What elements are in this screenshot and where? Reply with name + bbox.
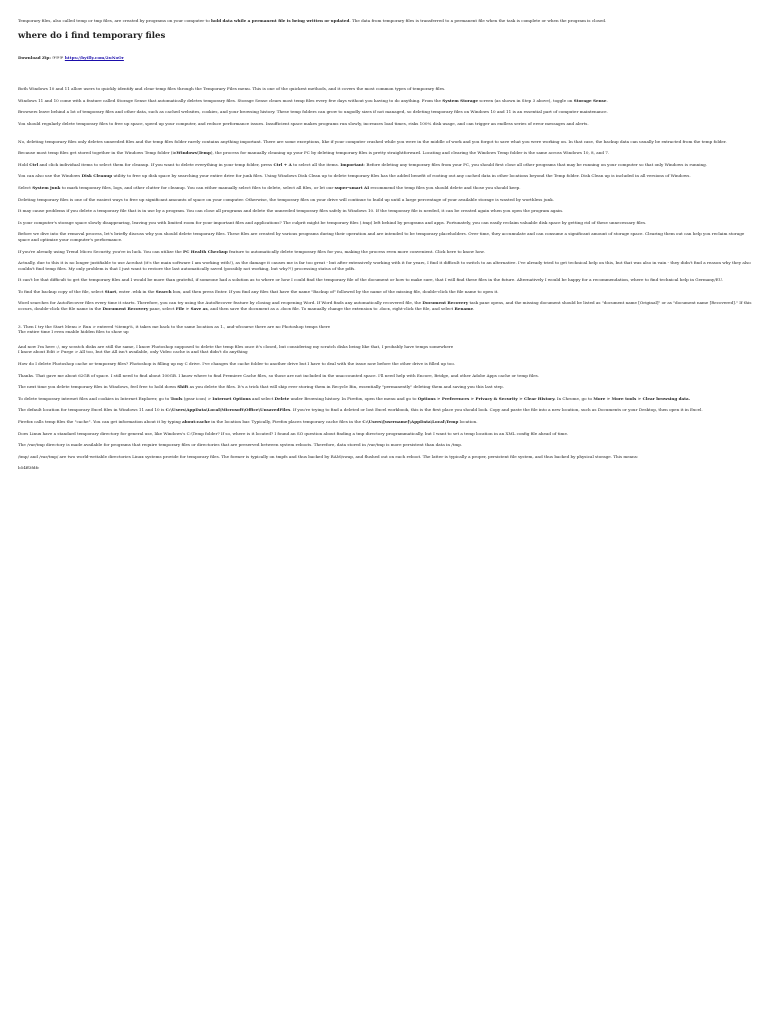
paragraph: Firefox calls temp files the "cache". You can get information about it by typing about:cache in the location bar. Typically, Firefox places temporary cache files in the C:\Users\[username]\AppData\Local\Temp location. xyxy=(18,419,478,424)
paragraph: The default location for temporary Excel files in Windows 11 and 10 is C:\Users\AppData\Local\Microsoft\Office\UnsavedFiles. If you're trying to find a deleted or lost Excel workbook, this is the first place you should look. Copy and paste the file into a new location, such as Documents or your Desktop, then open it in Excel. xyxy=(18,407,703,413)
paragraph: Deleting temporary files is one of the easiest ways to free up significant amounts of space on your computer. Otherwise, the temporary files on your drive will continue to build up until a large percentage of your available storage is wasted by worthless junk. xyxy=(18,196,555,202)
paragraph: Is your computer's storage space slowly disappearing, leaving you with limited room for your important files and applications? The culprit might be temporary files (.tmp) left behind by programs and apps. Fortunately, you can easily reclaim valuable disk space by getting rid of these unnecessary files. xyxy=(18,219,647,225)
paragraph: To delete temporary internet files and cookies in Internet Explorer, go to Tools (gear icon) > Internet Options and select Delete under Browsing history. In Firefox, open the menu and go to Options > Preferences > Privacy & Security > Clear History. In Chrome, go to More > More tools > Clear browsing data. xyxy=(18,395,691,401)
paragraph: Actually, due to this it is no longer justifiable to use Acrobat (it's the main software I am working with!), as the damage it causes me is far too great - but after extensively working with it for years, I find it difficult to switch to an alternative. I've already tried to get technical help on this, but that was also in vain - they didn't find a reason why they also couldn't find temp files. My only problem is that I just want to restore the last automatically saved (possibly not working, but why?!) processing status of the pdfs. xyxy=(18,260,751,271)
paragraph: Select System junk to mark temporary files, logs, and other clutter for cleanup. You can either manually select files to delete, select all files, or let our super-smart AI recommend the temp files you should delete and those you should keep. xyxy=(18,184,521,190)
paragraph: The /var/tmp directory is made available for programs that require temporary files or directories that are preserved between system reboots. Therefore, data stored in /var/tmp is more persistent than data in /tmp. xyxy=(18,442,463,448)
paragraph: No, deleting temporary files only deletes unneeded files and the temp files folder rarely contains anything important. There are some exceptions, like if your computer crashed while you were in the middle of work and you forgot to save what you were working on. In that case, the backup data can usually be extracted from the temp folder. xyxy=(18,138,727,144)
paragraph: To find the backup copy of the file, select Start, enter .wbk in the Search box, and then press Enter. If you find any files that have the name "Backup of" followed by the name of the missing file, double-click the file name to open it. xyxy=(18,288,499,294)
paragraph: Because most temp files get stored together in the Windows Temp folder (inWindows\Temp), the process for manually cleaning up your PC by deleting temporary files is pretty straightforward. Locating and clearing the Windows Temp folder is the same across Windows 10, 8, and 7. xyxy=(18,150,610,156)
paragraph: If you're already using Trend Micro Security, you're in luck. You can utilize the PC Health Checkup feature to automatically delete temporary files for you, making the process even more convenient. Click here to know how. xyxy=(18,248,485,254)
paragraph: And now I'm here :/, my scratch disks are still the same, I know Photoshop supposed to delete the temp files once it's closed, but considering my scratch disks being like that, I probably have temps somewhere xyxy=(18,343,454,349)
paragraph: How do I delete Photoshop cache or temporary files? Photoshop is filling up my C drive. I've changes the cache folder to another drive but I have to deal with the issue now before the other drive is filled up too. xyxy=(18,361,456,367)
paragraph: You can also use the Windows Disk Cleanup utility to free up disk space by searching your entire drive for junk files. Using Windows Disk Clean up to delete temporary files has the added benefit of rooting out any cached data in other locations beyond the Temp folder. Disk Clean up is included in all versions of Windows. xyxy=(18,173,691,179)
pointing-hand-icon: ☞☞☞ xyxy=(52,54,64,60)
paragraph: Word searches for AutoRecover files every time it starts. Therefore, you can try using the AutoRecover feature by closing and reopening Word. If Word finds any automatically recovered file, the Document Recovery task pane opens, and the missing document should be listed as "document name [Original]" or as "document name [Recovered]." If this occurs, double-click the file name in the Document Recovery pane, select File > Save as, and then save the document as a .docx file. To manually change the extension to .docx, right-click the file, and select Rename. xyxy=(18,300,752,312)
intro-text: Temporary files, also called temp or tmp files, are created by programs on your computer to xyxy=(18,18,211,23)
paragraph: The next time you delete temporary files in Windows, feel free to hold down Shift as you delete the files. It's a trick that will skip ever storing them in Recycle Bin, essentially "permanently" deleting them and saving you this last step. xyxy=(18,384,504,390)
paragraph: /tmp/ and /var/tmp/ are two world-writable directories Linux systems provide for temporary files. The former is typically on tmpfs and thus backed by RAM/swap, and flushed out on each reboot. The latter is typically a proper, persistent file system, and thus backed by physical storage. This means: xyxy=(18,453,639,459)
paragraph: Does Linux have a standard temporary directory for general use, like Windows's C:\Temp folder? If so, where is it located? I found an SO question about finding a tmp directory programmatically, but I want to set a temp location in an XML config file ahead of time. xyxy=(18,430,569,436)
paragraph: 3. Then I try the Start Menu > Run > entered %temp%, it takes me back to the same location as 1., and-ofcourse there are no Photoshop temps there xyxy=(18,323,331,329)
paragraph: Hold Ctrl and click individual items to select them for cleanup. If you want to delete everything in your temp folder, press Ctrl + A to select all the items. Important: Before deleting any temporary files from your PC, you should first close all other programs that may be running on your computer so that only Windows is running. xyxy=(18,161,708,167)
paragraph: Both Windows 10 and 11 allow users to quickly identify and clear temp files through the Temporary Files menu. This is one of the quickest methods, and it covers the most common types of temporary files. xyxy=(18,86,446,92)
paragraph: It may cause problems if you delete a temporary file that is in use by a program. You can close all programs and delete the unneeded temporary files safely in Windows 10. If the temporary file is needed, it can be created again when you open the program again. xyxy=(18,208,564,214)
intro-text-end: . The data from temporary files is transferred to a permanent file when the task is complete or when the program is closed. xyxy=(349,18,607,23)
paragraph: The entire time I even enable hidden files to show up xyxy=(18,329,129,335)
document-page xyxy=(0,0,770,471)
footer-code: b54ff3fdfc xyxy=(18,465,40,471)
download-line xyxy=(18,55,752,61)
paragraph: It can't be that difficult to get the temporary files and I would be more than grateful, if someone had a solution as to where or how I could find the temporary file of the document or how to make sure, that I will find these files in the future. Alternatively I would be happy for a recommendation, where to find technical help in Germany/EU. xyxy=(18,277,723,283)
paragraph: You should regularly delete temporary files to free up space, speed up your computer, and reduce performance issues. Insufficient space makes programs run slowly, increases load times, risks 100% disk usage, and can trigger an endless series of error messages and alerts. xyxy=(18,120,589,126)
paragraph: Browsers leave behind a lot of temporary files and other data, such as cached websites, cookies, and your browsing history. These temp folders can grow to ungodly sizes if not managed, so deleting temporary files on Windows 10 and 11 is an essential part of computer maintenance. xyxy=(18,109,608,115)
download-label: Download Zip: xyxy=(18,54,51,60)
paragraph: Thanks. That gave me about 62GB of space. I still need to find about 100GB. I know where to find Premiere Cache files, so those are not included in the unaccounted space. I'll need help with Encore, Bridge, and other Adobe Apps cache or temp files. xyxy=(18,372,540,378)
paragraph: Before we dive into the removal process, let's briefly discuss why you should delete temporary files. These files are created by various programs during their operation and are intended to be temporary placeholders. Over time, they accumulate and can consume a significant amount of storage space. Clearing them out can help you reclaim storage space and optimize your computer's performance. xyxy=(18,231,745,242)
intro-paragraph xyxy=(18,18,752,24)
page-title: where do i find temporary files xyxy=(18,30,166,41)
paragraph: Windows 11 and 10 come with a feature called Storage Sense that automatically deletes temporary files. Storage Sense clears most temp files every few days without you having to do anything. From the System Storage screen (as shown in Step 3 above), toggle on Storage Sense. xyxy=(18,97,608,103)
paragraph: I know about Edit > Purge > All too, but the All isn't available, only Video cache is and that didn't do anything xyxy=(18,349,248,355)
download-link[interactable]: https://bytlly.com/2uNoOr xyxy=(64,54,124,60)
intro-bold-text: hold data while a permanent file is being written or updated xyxy=(210,18,350,23)
